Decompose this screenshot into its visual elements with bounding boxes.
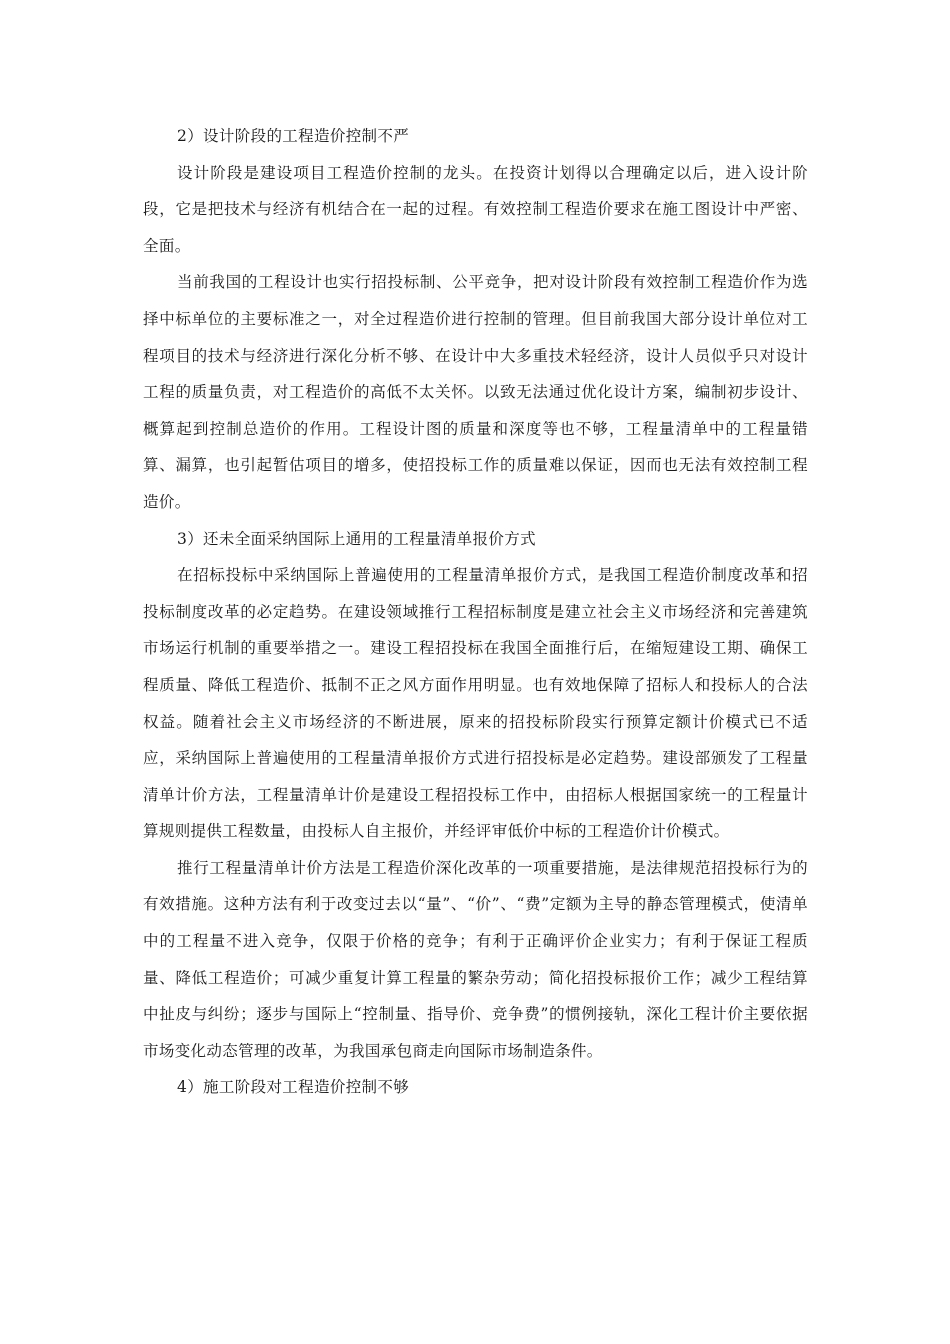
paragraph-bill-of-quantities-measures: 推行工程量清单计价方法是工程造价深化改革的一项重要措施，是法律规范招投标行为的有效措施。这种方法有利于改变过去以“量”、“价”、“费”定额为主导的静态管理模式，使清单中的工程量不进入竞争，仅限于价格的竞争；有利于正确评价企业实力；有利于保证工程质量、降低工程造价；可减少重复计算工程量的繁杂劳动；简化招投标报价工作；减少工程结算中扯皮与纠纷；逐步与国际上“控制量、指导价、竞争费”的惯例接轨，深化工程计价主要依据市场变化动态管理的改革，为我国承包商走向国际市场制造条件。 <box>143 858 808 1060</box>
section-heading-design-stage: 2）设计阶段的工程造价控制不严 <box>177 127 410 145</box>
document-body <box>143 118 808 1106</box>
section-heading-bill-of-quantities: 3）还未全面采纳国际上通用的工程量清单报价方式 <box>177 529 536 548</box>
paragraph-bill-of-quantities-trend: 在招标投标中采纳国际上普遍使用的工程量清单报价方式，是我国工程造价制度改革和招投标制度改革的必定趋势。在建设领域推行工程招标制度是建立社会主义市场经济和完善建筑市场运行机制的重要举措之一。建设工程招投标在我国全面推行后，在缩短建设工期、确保工程质量、降低工程造价、抵制不正之风方面作用明显。也有效地保障了招标人和投标人的合法权益。随着社会主义市场经济的不断进展，原来的招投标阶段实行预算定额计价模式已不适应，采纳国际上普遍使用的工程量清单报价方式进行招投标是必定趋势。建设部颁发了工程量清单计价方法，工程量清单计价是建设工程招投标工作中，由招标人根据国家统一的工程量计算规则提供工程数量，由投标人自主报价，并经评审低价中标的工程造价计价模式。 <box>143 566 808 841</box>
paragraph-design-bidding: 当前我国的工程设计也实行招投标制、公平竞争，把对设计阶段有效控制工程造价作为选择中标单位的主要标准之一，对全过程造价进行控制的管理。但目前我国大部分设计单位对工程项目的技术与经济进行深化分析不够、在设计中大多重技术轻经济，设计人员似乎只对设计工程的质量负责，对工程造价的高低不太关怀。以致无法通过优化设计方案，编制初步设计、概算起到控制总造价的作用。工程设计图的质量和深度等也不够，工程量清单中的工程量错算、漏算，也引起暂估项目的增多，使招投标工作的质量难以保证，因而也无法有效控制工程造价。 <box>143 273 808 511</box>
paragraph-design-stage-intro: 设计阶段是建设项目工程造价控制的龙头。在投资计划得以合理确定以后，进入设计阶段，它是把技术与经济有机结合在一起的过程。有效控制工程造价要求在施工图设计中严密、全面。 <box>143 163 808 255</box>
section-heading-construction-stage: 4）施工阶段对工程造价控制不够 <box>177 1078 410 1097</box>
